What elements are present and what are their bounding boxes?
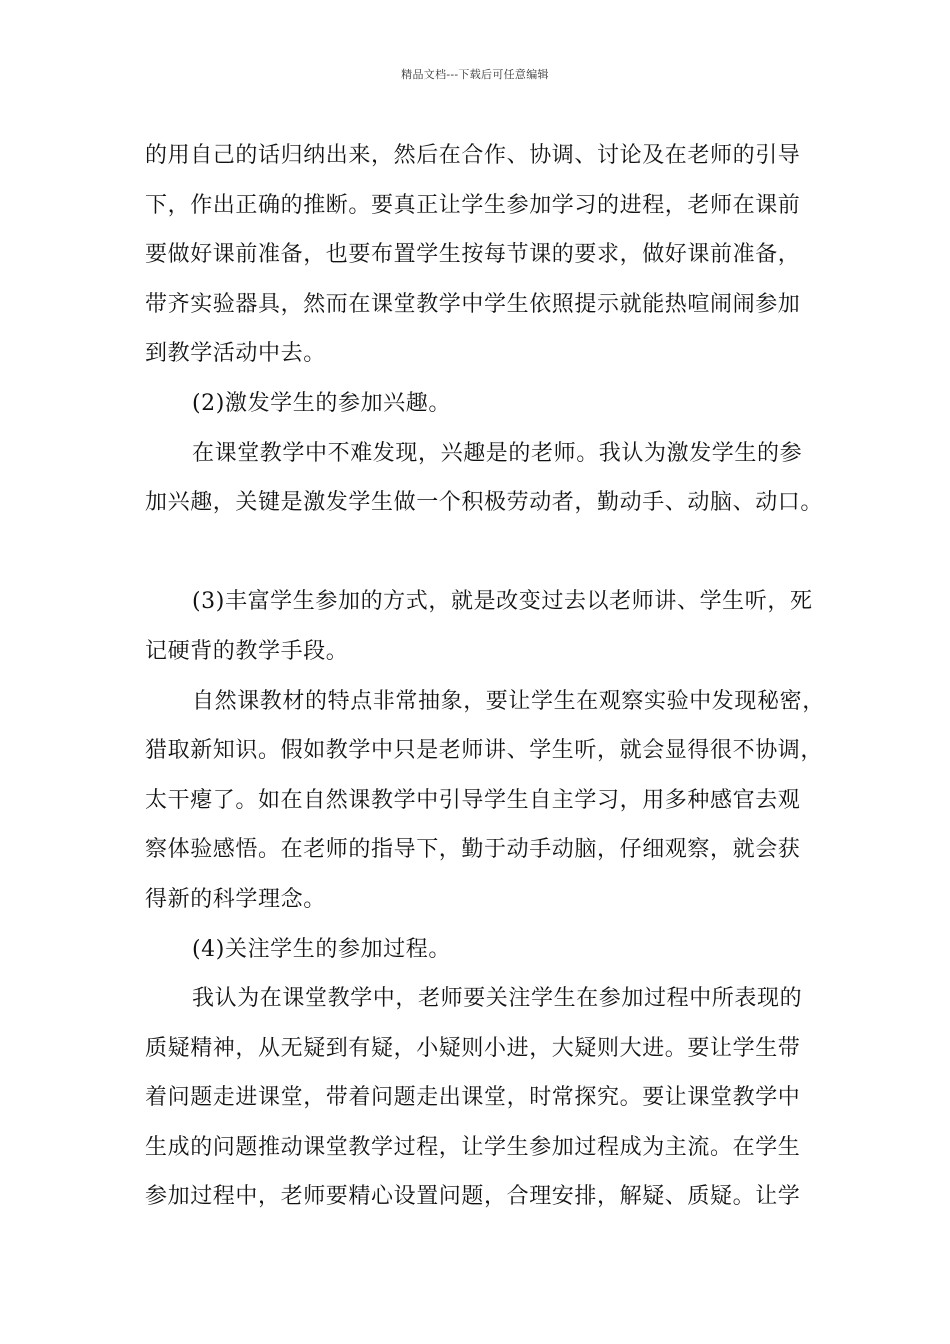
text-line: 自然课教材的特点非常抽象，要让学生在观察实验中发现秘密， [192,688,825,714]
page-header: 精品文档---下载后可任意编辑 [401,68,549,81]
text-line: 太干瘪了。如在自然课教学中引导学生自主学习，用多种感官去观 [145,787,801,813]
text-line: 加兴趣，关键是激发学生做一个积极劳动者，勤动手、动脑、动口。 [145,490,824,516]
text-line: 生成的问题推动课堂教学过程，让学生参加过程成为主流。在学生 [145,1134,801,1160]
text-line: 记硬背的教学手段。 [145,638,349,664]
text-line: 着问题走进课堂，带着问题走出课堂，时常探究。要让课堂教学中 [145,1085,801,1111]
text-line: 要做好课前准备，也要布置学生按每节课的要求，做好课前准备， [145,242,801,268]
text-line: 察体验感悟。在老师的指导下，勤于动手动脑，仔细观察，就会获 [145,837,801,863]
text-line: 的用自己的话归纳出来，然后在合作、协调、讨论及在老师的引导 [145,143,801,168]
section-heading: (3)丰富学生参加的方式，就是改变过去以老师讲、学生听，死 [192,589,813,615]
section-heading: (4)关注学生的参加过程。 [192,936,451,962]
text-line: 到教学活动中去。 [145,341,326,367]
text-line: 在课堂教学中不难发现，兴趣是的老师。我认为激发学生的参 [192,440,803,466]
text-line: 参加过程中，老师要精心设置问题，合理安排，解疑、质疑。让学 [145,1184,801,1210]
text-line: 我认为在课堂教学中，老师要关注学生在参加过程中所表现的 [192,986,803,1012]
text-line: 得新的科学理念。 [145,886,326,912]
text-line: 带齐实验器具，然而在课堂教学中学生依照提示就能热喧闹闹参加 [145,291,801,317]
paragraph-spacer [145,528,825,578]
text-line: 质疑精神，从无疑到有疑，小疑则小进，大疑则大进。要让学生带 [145,1035,801,1061]
text-line: 猎取新知识。假如教学中只是老师讲、学生听，就会显得很不协调， [145,738,824,764]
section-heading: (2)激发学生的参加兴趣。 [192,390,451,416]
document-body [145,131,825,1222]
text-line: 下，作出正确的推断。要真正让学生参加学习的进程，老师在课前 [145,192,801,218]
